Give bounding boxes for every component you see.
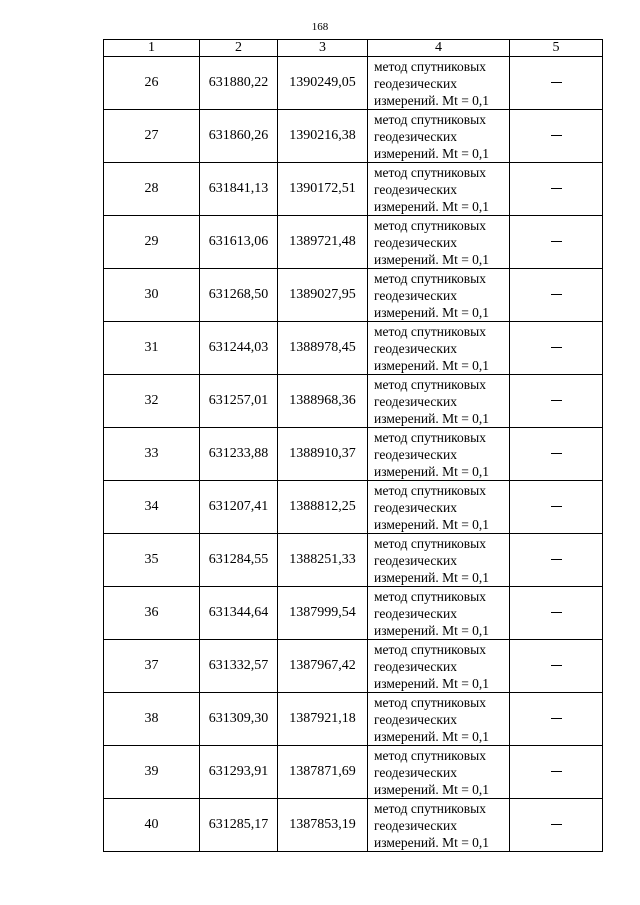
method-line-2: геодезических bbox=[374, 340, 457, 356]
y-coordinate-cell: 1387853,19 bbox=[278, 799, 368, 852]
note-cell bbox=[510, 163, 603, 216]
header-col-3: 3 bbox=[278, 40, 368, 57]
note-cell bbox=[510, 799, 603, 852]
point-number-cell: 32 bbox=[104, 375, 200, 428]
note-cell bbox=[510, 269, 603, 322]
y-coordinate-cell: 1387967,42 bbox=[278, 640, 368, 693]
dash-mark bbox=[551, 82, 562, 83]
dash-mark bbox=[551, 241, 562, 242]
header-col-1: 1 bbox=[104, 40, 200, 57]
point-number-cell: 33 bbox=[104, 428, 200, 481]
y-coordinate-cell: 1387921,18 bbox=[278, 693, 368, 746]
table-row bbox=[104, 534, 603, 587]
x-coordinate-cell: 631268,50 bbox=[200, 269, 278, 322]
method-line-1: метод спутниковых bbox=[374, 111, 486, 127]
method-line-3: измерений. Mt = 0,1 bbox=[374, 92, 490, 108]
point-number-cell: 35 bbox=[104, 534, 200, 587]
x-coordinate-cell: 631207,41 bbox=[200, 481, 278, 534]
method-line-2: геодезических bbox=[374, 128, 457, 144]
note-cell bbox=[510, 640, 603, 693]
note-cell bbox=[510, 746, 603, 799]
x-coordinate-cell: 631344,64 bbox=[200, 587, 278, 640]
table-row bbox=[104, 163, 603, 216]
method-line-2: геодезических bbox=[374, 446, 457, 462]
method-cell bbox=[368, 534, 510, 587]
point-number-cell: 39 bbox=[104, 746, 200, 799]
y-coordinate-cell: 1387999,54 bbox=[278, 587, 368, 640]
method-line-1: метод спутниковых bbox=[374, 588, 486, 604]
y-coordinate-cell: 1388978,45 bbox=[278, 322, 368, 375]
note-cell bbox=[510, 110, 603, 163]
note-cell bbox=[510, 693, 603, 746]
table-row bbox=[104, 57, 603, 110]
method-line-3: измерений. Mt = 0,1 bbox=[374, 516, 490, 532]
table-row bbox=[104, 428, 603, 481]
point-number-cell: 34 bbox=[104, 481, 200, 534]
y-coordinate-cell: 1387871,69 bbox=[278, 746, 368, 799]
y-coordinate-cell: 1389721,48 bbox=[278, 216, 368, 269]
dash-mark bbox=[551, 612, 562, 613]
method-cell bbox=[368, 57, 510, 110]
method-line-1: метод спутниковых bbox=[374, 800, 486, 816]
method-cell bbox=[368, 587, 510, 640]
x-coordinate-cell: 631244,03 bbox=[200, 322, 278, 375]
dash-mark bbox=[551, 347, 562, 348]
method-cell bbox=[368, 693, 510, 746]
method-line-2: геодезических bbox=[374, 75, 457, 91]
method-line-1: метод спутниковых bbox=[374, 535, 486, 551]
table-body bbox=[104, 57, 603, 852]
y-coordinate-cell: 1390216,38 bbox=[278, 110, 368, 163]
table-row bbox=[104, 481, 603, 534]
y-coordinate-cell: 1390172,51 bbox=[278, 163, 368, 216]
note-cell bbox=[510, 534, 603, 587]
point-number-cell: 27 bbox=[104, 110, 200, 163]
dash-mark bbox=[551, 559, 562, 560]
method-cell bbox=[368, 269, 510, 322]
method-line-3: измерений. Mt = 0,1 bbox=[374, 410, 490, 426]
method-line-2: геодезических bbox=[374, 605, 457, 621]
note-cell bbox=[510, 375, 603, 428]
point-number-cell: 26 bbox=[104, 57, 200, 110]
method-line-2: геодезических bbox=[374, 764, 457, 780]
note-cell bbox=[510, 216, 603, 269]
page-number: 168 bbox=[311, 21, 329, 33]
y-coordinate-cell: 1388968,36 bbox=[278, 375, 368, 428]
method-line-1: метод спутниковых bbox=[374, 323, 486, 339]
dash-mark bbox=[551, 824, 562, 825]
method-cell bbox=[368, 110, 510, 163]
dash-mark bbox=[551, 453, 562, 454]
method-line-3: измерений. Mt = 0,1 bbox=[374, 357, 490, 373]
header-col-4: 4 bbox=[368, 40, 510, 57]
y-coordinate-cell: 1390249,05 bbox=[278, 57, 368, 110]
method-line-3: измерений. Mt = 0,1 bbox=[374, 622, 490, 638]
table-row bbox=[104, 110, 603, 163]
table-row bbox=[104, 693, 603, 746]
method-line-3: измерений. Mt = 0,1 bbox=[374, 781, 490, 797]
point-number-cell: 31 bbox=[104, 322, 200, 375]
method-line-2: геодезических bbox=[374, 393, 457, 409]
method-cell bbox=[368, 481, 510, 534]
method-cell bbox=[368, 216, 510, 269]
table-row bbox=[104, 216, 603, 269]
method-line-3: измерений. Mt = 0,1 bbox=[374, 198, 490, 214]
x-coordinate-cell: 631309,30 bbox=[200, 693, 278, 746]
x-coordinate-cell: 631233,88 bbox=[200, 428, 278, 481]
method-line-3: измерений. Mt = 0,1 bbox=[374, 675, 490, 691]
method-line-3: измерений. Mt = 0,1 bbox=[374, 569, 490, 585]
method-line-1: метод спутниковых bbox=[374, 270, 486, 286]
point-number-cell: 37 bbox=[104, 640, 200, 693]
method-line-2: геодезических bbox=[374, 817, 457, 833]
point-number-cell: 40 bbox=[104, 799, 200, 852]
note-cell bbox=[510, 481, 603, 534]
x-coordinate-cell: 631285,17 bbox=[200, 799, 278, 852]
point-number-cell: 28 bbox=[104, 163, 200, 216]
table-row bbox=[104, 587, 603, 640]
method-line-1: метод спутниковых bbox=[374, 747, 486, 763]
y-coordinate-cell: 1388251,33 bbox=[278, 534, 368, 587]
method-line-1: метод спутниковых bbox=[374, 376, 486, 392]
x-coordinate-cell: 631284,55 bbox=[200, 534, 278, 587]
y-coordinate-cell: 1388812,25 bbox=[278, 481, 368, 534]
x-coordinate-cell: 631332,57 bbox=[200, 640, 278, 693]
dash-mark bbox=[551, 718, 562, 719]
method-line-2: геодезических bbox=[374, 287, 457, 303]
dash-mark bbox=[551, 400, 562, 401]
table-row bbox=[104, 799, 603, 852]
dash-mark bbox=[551, 506, 562, 507]
point-number-cell: 30 bbox=[104, 269, 200, 322]
header-col-2: 2 bbox=[200, 40, 278, 57]
x-coordinate-cell: 631880,22 bbox=[200, 57, 278, 110]
method-cell bbox=[368, 746, 510, 799]
point-number-cell: 29 bbox=[104, 216, 200, 269]
method-line-3: измерений. Mt = 0,1 bbox=[374, 728, 490, 744]
note-cell bbox=[510, 57, 603, 110]
method-line-1: метод спутниковых bbox=[374, 58, 486, 74]
method-cell bbox=[368, 163, 510, 216]
dash-mark bbox=[551, 294, 562, 295]
dash-mark bbox=[551, 771, 562, 772]
method-cell bbox=[368, 375, 510, 428]
note-cell bbox=[510, 587, 603, 640]
method-line-3: измерений. Mt = 0,1 bbox=[374, 463, 490, 479]
method-line-3: измерений. Mt = 0,1 bbox=[374, 251, 490, 267]
method-line-1: метод спутниковых bbox=[374, 429, 486, 445]
x-coordinate-cell: 631613,06 bbox=[200, 216, 278, 269]
header-row bbox=[104, 40, 603, 57]
table-row bbox=[104, 322, 603, 375]
note-cell bbox=[510, 428, 603, 481]
method-line-3: измерений. Mt = 0,1 bbox=[374, 145, 490, 161]
dash-mark bbox=[551, 188, 562, 189]
table-row bbox=[104, 269, 603, 322]
method-line-2: геодезических bbox=[374, 552, 457, 568]
method-line-3: измерений. Mt = 0,1 bbox=[374, 834, 490, 850]
coordinates-table bbox=[103, 39, 603, 852]
point-number-cell: 38 bbox=[104, 693, 200, 746]
y-coordinate-cell: 1388910,37 bbox=[278, 428, 368, 481]
method-cell bbox=[368, 799, 510, 852]
method-line-2: геодезических bbox=[374, 499, 457, 515]
x-coordinate-cell: 631841,13 bbox=[200, 163, 278, 216]
x-coordinate-cell: 631293,91 bbox=[200, 746, 278, 799]
dash-mark bbox=[551, 665, 562, 666]
dash-mark bbox=[551, 135, 562, 136]
method-line-2: геодезических bbox=[374, 658, 457, 674]
method-line-1: метод спутниковых bbox=[374, 694, 486, 710]
method-line-2: геодезических bbox=[374, 234, 457, 250]
x-coordinate-cell: 631860,26 bbox=[200, 110, 278, 163]
method-cell bbox=[368, 322, 510, 375]
method-cell bbox=[368, 640, 510, 693]
table-row bbox=[104, 375, 603, 428]
point-number-cell: 36 bbox=[104, 587, 200, 640]
method-line-3: измерений. Mt = 0,1 bbox=[374, 304, 490, 320]
method-line-2: геодезических bbox=[374, 711, 457, 727]
y-coordinate-cell: 1389027,95 bbox=[278, 269, 368, 322]
header-col-5: 5 bbox=[510, 40, 603, 57]
method-line-1: метод спутниковых bbox=[374, 482, 486, 498]
x-coordinate-cell: 631257,01 bbox=[200, 375, 278, 428]
method-cell bbox=[368, 428, 510, 481]
method-line-1: метод спутниковых bbox=[374, 217, 486, 233]
note-cell bbox=[510, 322, 603, 375]
method-line-1: метод спутниковых bbox=[374, 164, 486, 180]
table-row bbox=[104, 640, 603, 693]
table-row bbox=[104, 746, 603, 799]
method-line-2: геодезических bbox=[374, 181, 457, 197]
method-line-1: метод спутниковых bbox=[374, 641, 486, 657]
